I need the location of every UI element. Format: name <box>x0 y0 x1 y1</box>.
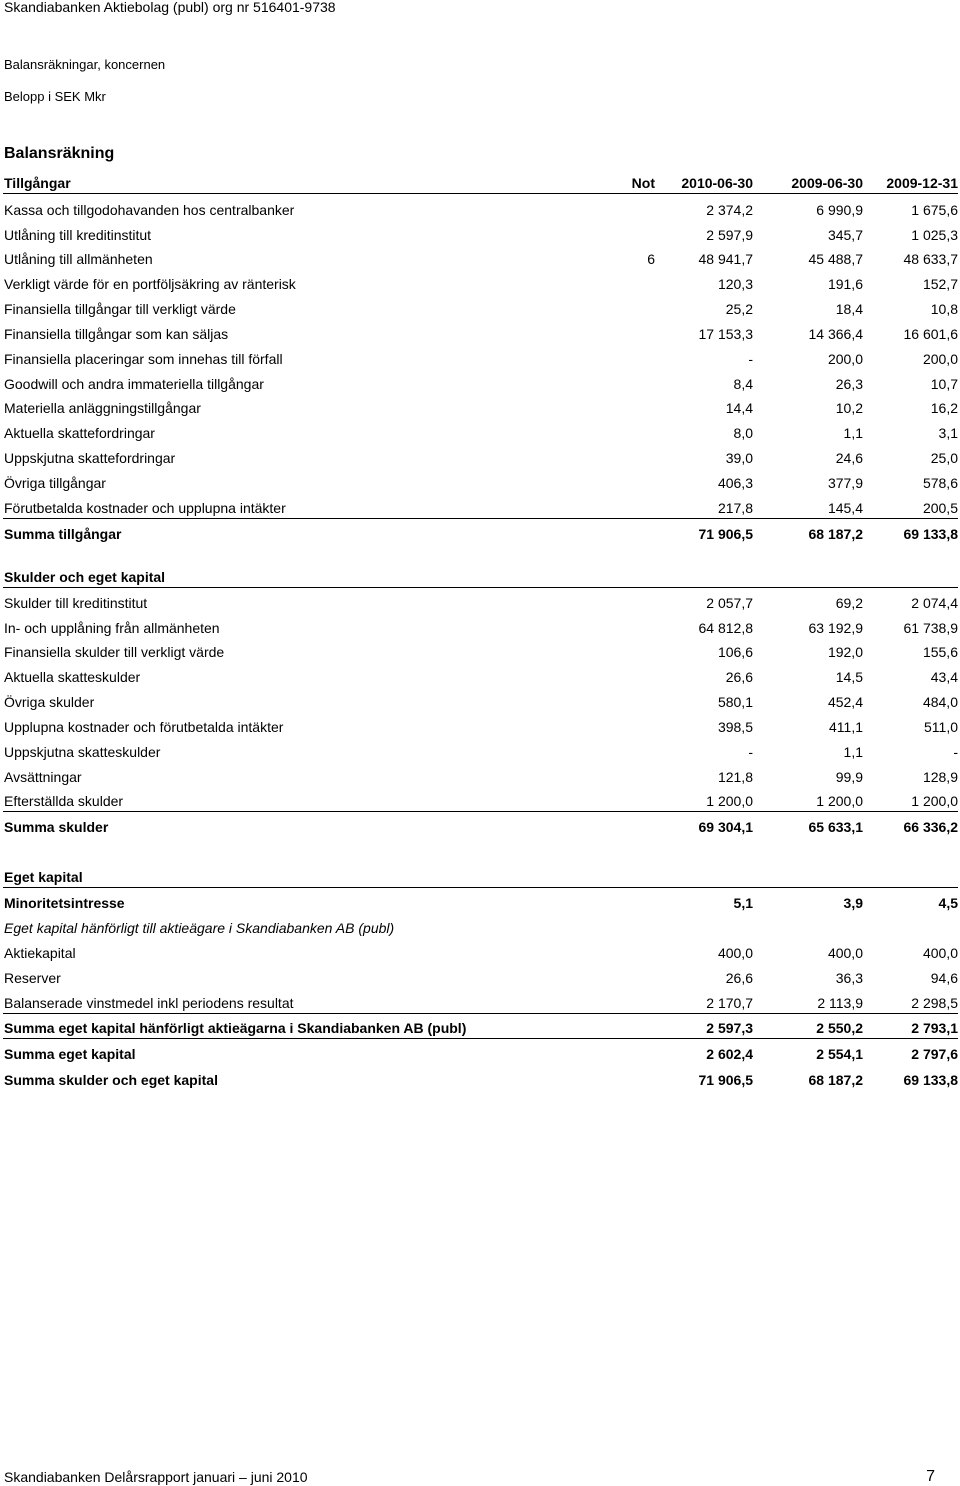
value-2009-12-31: 511,0 <box>924 719 958 735</box>
row-label: Förutbetalda kostnader och upplupna intäkter <box>4 500 286 516</box>
value-2010-06-30: 39,0 <box>725 450 753 466</box>
table-row <box>0 299 960 319</box>
value-2009-12-31: 16,2 <box>930 400 958 416</box>
value-2009-06-30: 1,1 <box>843 744 863 760</box>
value-2010-06-30: - <box>748 744 753 760</box>
row-label: Finansiella placeringar som innehas till förfall <box>4 351 283 367</box>
value-2009-06-30: 192,0 <box>827 644 863 660</box>
value-2010-06-30: 2 057,7 <box>706 595 753 611</box>
value-2009-06-30: 68 187,2 <box>808 1072 863 1088</box>
table-row <box>0 274 960 294</box>
value-2010-06-30: 25,2 <box>725 301 753 317</box>
value-2010-06-30: 398,5 <box>717 719 753 735</box>
table-row <box>0 943 960 963</box>
table-row <box>0 642 960 662</box>
value-2010-06-30: 5,1 <box>733 895 753 911</box>
value-2009-12-31: 155,6 <box>922 644 958 660</box>
row-label: Aktuella skattefordringar <box>4 425 155 441</box>
value-2009-12-31: 94,6 <box>930 970 958 986</box>
table-row <box>0 398 960 418</box>
value-2010-06-30: 121,8 <box>717 769 753 785</box>
table-row <box>0 423 960 443</box>
value-2010-06-30: 400,0 <box>717 945 753 961</box>
note-cell: 6 <box>647 251 655 267</box>
value-2010-06-30: - <box>748 351 753 367</box>
table-row <box>0 249 960 269</box>
value-2010-06-30: 14,4 <box>725 400 753 416</box>
table-row <box>0 893 960 913</box>
table-row <box>0 968 960 988</box>
table-row <box>0 567 960 587</box>
value-2009-06-30: 345,7 <box>827 227 863 243</box>
value-2009-06-30: 69,2 <box>835 595 863 611</box>
value-2009-12-31: 400,0 <box>922 945 958 961</box>
value-2009-12-31: 66 336,2 <box>903 819 958 835</box>
table-row <box>0 1070 960 1090</box>
value-2009-06-30: 1 200,0 <box>816 793 863 809</box>
value-2009-06-30: 24,6 <box>835 450 863 466</box>
value-2009-12-31: 25,0 <box>930 450 958 466</box>
value-2010-06-30: 64 812,8 <box>698 620 753 636</box>
row-label: Balanserade vinstmedel inkl periodens resultat <box>4 995 294 1011</box>
value-2009-06-30: 2009-06-30 <box>791 175 863 191</box>
row-label: Skulder till kreditinstitut <box>4 595 148 611</box>
value-2009-06-30: 26,3 <box>835 376 863 392</box>
table-row <box>0 692 960 712</box>
value-2010-06-30: 580,1 <box>717 694 753 710</box>
table-row <box>0 717 960 737</box>
table-row <box>0 448 960 468</box>
row-label: Reserver <box>4 970 61 986</box>
value-2009-12-31: 1 675,6 <box>911 202 958 218</box>
table-row <box>0 918 960 938</box>
value-2009-12-31: 152,7 <box>922 276 958 292</box>
value-2009-06-30: 68 187,2 <box>808 526 863 542</box>
value-2009-06-30: 14,5 <box>835 669 863 685</box>
row-label: Summa eget kapital <box>4 1046 136 1062</box>
row-label: Materiella anläggningstillgångar <box>4 400 201 416</box>
value-2010-06-30: 8,4 <box>733 376 753 392</box>
value-2009-06-30: 145,4 <box>827 500 863 516</box>
row-label: Finansiella tillgångar till verkligt värde <box>4 301 236 317</box>
table-row <box>0 324 960 344</box>
table-row <box>0 473 960 493</box>
value-2009-06-30: 191,6 <box>827 276 863 292</box>
row-label: Minoritetsintresse <box>4 895 125 911</box>
value-2009-06-30: 36,3 <box>835 970 863 986</box>
value-2010-06-30: 71 906,5 <box>698 1072 753 1088</box>
value-2009-12-31: 4,5 <box>938 895 958 911</box>
table-row <box>0 498 960 518</box>
value-2010-06-30: 69 304,1 <box>698 819 753 835</box>
value-2009-06-30: 6 990,9 <box>816 202 863 218</box>
value-2010-06-30: 217,8 <box>717 500 753 516</box>
value-2009-12-31: 484,0 <box>922 694 958 710</box>
value-2009-12-31: 2 074,4 <box>911 595 958 611</box>
value-2010-06-30: 2 597,3 <box>706 1020 753 1036</box>
row-label: Aktiekapital <box>4 945 76 961</box>
row-label: Finansiella skulder till verkligt värde <box>4 644 225 660</box>
value-2009-06-30: 1,1 <box>843 425 863 441</box>
value-2009-06-30: 377,9 <box>827 475 863 491</box>
value-2010-06-30: 8,0 <box>733 425 753 441</box>
value-2009-06-30: 14 366,4 <box>808 326 863 342</box>
table-row <box>0 817 960 837</box>
row-label: Tillgångar <box>4 175 71 191</box>
table-row <box>0 767 960 787</box>
value-2009-12-31: 61 738,9 <box>903 620 958 636</box>
value-2009-06-30: 400,0 <box>827 945 863 961</box>
row-label: Utlåning till kreditinstitut <box>4 227 152 243</box>
value-2009-12-31: 200,0 <box>922 351 958 367</box>
value-2009-06-30: 2 113,9 <box>817 995 863 1011</box>
value-2009-06-30: 10,2 <box>835 400 863 416</box>
value-2009-12-31: - <box>953 744 958 760</box>
value-2009-12-31: 2 797,6 <box>911 1046 958 1062</box>
value-2009-06-30: 63 192,9 <box>808 620 863 636</box>
value-2009-12-31: 10,8 <box>930 301 958 317</box>
table-row <box>0 867 960 887</box>
currency-unit-note: Belopp i SEK Mkr <box>4 89 106 104</box>
row-label: Summa skulder <box>4 819 109 835</box>
value-2009-06-30: 18,4 <box>835 301 863 317</box>
value-2009-12-31: 16 601,6 <box>903 326 958 342</box>
value-2010-06-30: 406,3 <box>717 475 753 491</box>
row-label: Summa tillgångar <box>4 526 122 542</box>
value-2010-06-30: 26,6 <box>725 669 753 685</box>
value-2009-06-30: 45 488,7 <box>808 251 863 267</box>
footer-text: Skandiabanken Delårsrapport januari – juni 2010 <box>4 1469 308 1485</box>
page-title: Balansräkning <box>4 145 115 162</box>
row-label: Uppskjutna skattefordringar <box>4 450 176 466</box>
value-2009-12-31: 69 133,8 <box>903 1072 958 1088</box>
value-2010-06-30: 1 200,0 <box>706 793 753 809</box>
value-2009-12-31: 1 025,3 <box>911 227 958 243</box>
row-label: Övriga skulder <box>4 694 95 710</box>
table-row <box>0 173 960 193</box>
page-number: 7 <box>926 1468 935 1485</box>
table-row <box>0 618 960 638</box>
table-row <box>0 349 960 369</box>
row-label: Avsättningar <box>4 769 82 785</box>
value-2010-06-30: 71 906,5 <box>698 526 753 542</box>
value-2009-12-31: 69 133,8 <box>903 526 958 542</box>
row-label: Uppskjutna skatteskulder <box>4 744 161 760</box>
table-row <box>0 1018 960 1038</box>
value-2010-06-30: 2 374,2 <box>706 202 753 218</box>
company-header: Skandiabanken Aktiebolag (publ) org nr 516401-9738 <box>4 0 336 15</box>
row-label: Övriga tillgångar <box>4 475 106 491</box>
value-2009-06-30: 99,9 <box>835 769 863 785</box>
value-2009-12-31: 3,1 <box>938 425 958 441</box>
row-label: Upplupna kostnader och förutbetalda intäkter <box>4 719 284 735</box>
value-2009-12-31: 10,7 <box>930 376 958 392</box>
table-row <box>0 791 960 811</box>
value-2009-06-30: 200,0 <box>827 351 863 367</box>
table-row <box>0 667 960 687</box>
value-2009-06-30: 2 554,1 <box>816 1046 863 1062</box>
table-row <box>0 524 960 544</box>
row-label: Eget kapital hänförligt till aktieägare i Skandiabanken AB (publ) <box>4 920 395 936</box>
value-2010-06-30: 17 153,3 <box>698 326 753 342</box>
value-2009-12-31: 128,9 <box>922 769 958 785</box>
value-2010-06-30: 26,6 <box>725 970 753 986</box>
table-row <box>0 993 960 1013</box>
value-2010-06-30: 2 602,4 <box>706 1046 753 1062</box>
row-label: Skulder och eget kapital <box>4 569 166 585</box>
row-label: Kassa och tillgodohavanden hos centralbanker <box>4 202 295 218</box>
report-subtitle: Balansräkningar, koncernen <box>4 57 166 72</box>
note-cell: Not <box>631 175 655 191</box>
value-2009-12-31: 200,5 <box>922 500 958 516</box>
row-label: Efterställda skulder <box>4 793 124 809</box>
row-label: In- och upplåning från allmänheten <box>4 620 220 636</box>
table-row <box>0 200 960 220</box>
value-2009-12-31: 578,6 <box>922 475 958 491</box>
value-2009-06-30: 65 633,1 <box>808 819 863 835</box>
value-2009-12-31: 43,4 <box>930 669 958 685</box>
value-2009-06-30: 2 550,2 <box>816 1020 863 1036</box>
value-2010-06-30: 106,6 <box>717 644 753 660</box>
row-label: Eget kapital <box>4 869 83 885</box>
value-2009-06-30: 411,1 <box>829 719 863 735</box>
value-2010-06-30: 120,3 <box>717 276 753 292</box>
table-row <box>0 225 960 245</box>
value-2009-06-30: 3,9 <box>843 895 863 911</box>
value-2009-12-31: 2009-12-31 <box>886 175 958 191</box>
table-row <box>0 593 960 613</box>
table-row <box>0 742 960 762</box>
value-2009-12-31: 48 633,7 <box>903 251 958 267</box>
row-label: Finansiella tillgångar som kan säljas <box>4 326 229 342</box>
row-label: Summa eget kapital hänförligt aktieägarna i Skandiabanken AB (publ) <box>4 1020 467 1036</box>
table-row <box>0 1044 960 1064</box>
value-2010-06-30: 2010-06-30 <box>681 175 753 191</box>
row-label: Goodwill och andra immateriella tillgångar <box>4 376 264 392</box>
row-label: Verkligt värde för en portföljsäkring av ränterisk <box>4 276 296 292</box>
row-label: Summa skulder och eget kapital <box>4 1072 218 1088</box>
row-label: Utlåning till allmänheten <box>4 251 153 267</box>
value-2009-12-31: 1 200,0 <box>911 793 958 809</box>
value-2009-06-30: 452,4 <box>827 694 863 710</box>
value-2009-12-31: 2 298,5 <box>911 995 958 1011</box>
table-row <box>0 374 960 394</box>
value-2009-12-31: 2 793,1 <box>911 1020 958 1036</box>
row-label: Aktuella skatteskulder <box>4 669 141 685</box>
value-2010-06-30: 48 941,7 <box>698 251 753 267</box>
value-2010-06-30: 2 170,7 <box>706 995 753 1011</box>
value-2010-06-30: 2 597,9 <box>706 227 753 243</box>
